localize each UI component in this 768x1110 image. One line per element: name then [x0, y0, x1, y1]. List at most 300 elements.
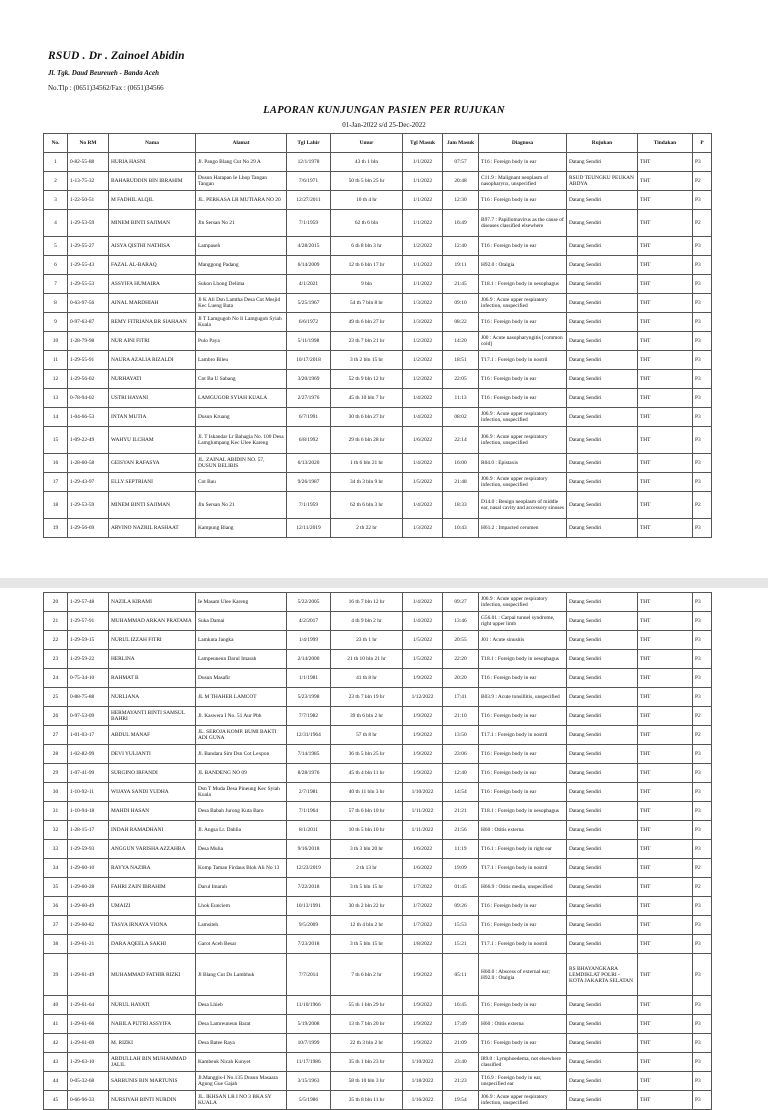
cell-nama: ARVINO NAZRIL RASHAAT: [109, 519, 196, 538]
cell-umur: 23 th 7 bln 21 hr: [331, 332, 403, 351]
cell-no: 23: [44, 650, 68, 669]
cell-p: P3: [693, 612, 712, 631]
cell-tindakan: THT: [638, 650, 693, 669]
cell-tindakan: THT: [638, 153, 693, 172]
cell-masuk: 1/7/2022: [403, 916, 443, 935]
cell-no: 11: [44, 351, 68, 370]
cell-jam: 12:40: [443, 237, 479, 256]
cell-nama: HERMAYANTI BINTI SAMSUL BAHRI: [109, 707, 196, 726]
cell-jam: 12:30: [443, 191, 479, 210]
cell-rujukan: Datang Sendiri: [567, 351, 638, 370]
cell-nama: MUHAMMAD ARKAN PRATAMA: [109, 612, 196, 631]
cell-alamat: Ie Masam Ulee Kareng: [196, 593, 287, 612]
cell-diag: R04.0 : Epistaxis: [479, 454, 567, 473]
cell-diag: D14.0 : Benign neoplasm of middle ear, nasal cavity and accessory sinuses: [479, 492, 567, 519]
cell-nama: NURUL HAYATI: [109, 996, 196, 1015]
cell-diag: T16 : Foreign body in ear: [479, 313, 567, 332]
cell-masuk: 1/2/2022: [403, 370, 443, 389]
cell-rm: 1-29-56-69: [68, 519, 109, 538]
cell-jam: 22:05: [443, 370, 479, 389]
cell-lahir: 5/22/2005: [287, 593, 331, 612]
cell-jam: 22:20: [443, 650, 479, 669]
cell-p: P2: [693, 707, 712, 726]
cell-no: 27: [44, 726, 68, 745]
cell-umur: 54 th 7 bln 8 hr: [331, 294, 403, 313]
cell-masuk: 1/9/2022: [403, 764, 443, 783]
cell-masuk: 1/9/2022: [403, 745, 443, 764]
cell-masuk: 1/2/2022: [403, 351, 443, 370]
cell-nama: SURGINO IRFANDI: [109, 764, 196, 783]
cell-nama: RAHMAT B: [109, 669, 196, 688]
cell-tindakan: THT: [638, 172, 693, 191]
cell-rm: 1-04-66-53: [68, 408, 109, 427]
cell-diag: T16 : Foreign body in ear: [479, 370, 567, 389]
column-header: Jam Masuk: [443, 134, 479, 153]
cell-jam: 14:54: [443, 783, 479, 802]
cell-jam: 23:40: [443, 1053, 479, 1072]
cell-no: 31: [44, 802, 68, 821]
cell-p: P3: [693, 427, 712, 454]
cell-rm: 1-07-41-99: [68, 764, 109, 783]
cell-tindakan: THT: [638, 473, 693, 492]
cell-alamat: Desa Batee Raya: [196, 1034, 287, 1053]
cell-tindakan: THT: [638, 745, 693, 764]
cell-jam: 19:11: [443, 256, 479, 275]
table-row: [44, 897, 712, 916]
cell-diag: H60 : Otitis externa: [479, 821, 567, 840]
cell-rm: 1-09-22-49: [68, 427, 109, 454]
cell-lahir: 6/14/2009: [287, 256, 331, 275]
cell-rm: 1-29-59-15: [68, 631, 109, 650]
cell-umur: 3 th 5 bln 15 hr: [331, 878, 403, 897]
cell-rujukan: Datang Sendiri: [567, 650, 638, 669]
cell-no: 12: [44, 370, 68, 389]
cell-jam: 13:50: [443, 726, 479, 745]
cell-masuk: 1/4/2022: [403, 408, 443, 427]
cell-tindakan: THT: [638, 351, 693, 370]
cell-alamat: Jln Sersan No 21: [196, 492, 287, 519]
cell-rujukan: Datang Sendiri: [567, 764, 638, 783]
cell-umur: 22 th 3 bln 2 hr: [331, 1034, 403, 1053]
cell-umur: 39 th 6 bln 2 hr: [331, 707, 403, 726]
cell-umur: 10 th 5 bln 10 hr: [331, 821, 403, 840]
cell-nama: DARA AQEELA SAKHI: [109, 935, 196, 954]
cell-rujukan: Datang Sendiri: [567, 256, 638, 275]
cell-tindakan: THT: [638, 916, 693, 935]
table-row: [44, 172, 712, 191]
cell-nama: HURIA HASNI: [109, 153, 196, 172]
cell-p: P2: [693, 492, 712, 519]
cell-p: P3: [693, 840, 712, 859]
cell-nama: NUR AINI FITRI: [109, 332, 196, 351]
cell-umur: 35 th 1 bln 23 hr: [331, 1053, 403, 1072]
cell-masuk: 1/4/2022: [403, 593, 443, 612]
cell-umur: 3 th 2 bln 15 hr: [331, 351, 403, 370]
cell-rujukan: Datang Sendiri: [567, 996, 638, 1015]
cell-nama: AISYA QISTHI NATHISA: [109, 237, 196, 256]
table-row: [44, 840, 712, 859]
cell-no: 9: [44, 313, 68, 332]
cell-masuk: 1/16/2022: [403, 1091, 443, 1110]
cell-alamat: Dusun Harapan Ie Lhop Tangan Tangan: [196, 172, 287, 191]
cell-diag: B03.9 : Acute tonsillitis, unspecified: [479, 688, 567, 707]
cell-alamat: Jl T Lamgugob No Ii Lamgugob Syiah Kuala: [196, 313, 287, 332]
cell-tindakan: THT: [638, 593, 693, 612]
cell-rujukan: Datang Sendiri: [567, 408, 638, 427]
cell-p: P3: [693, 802, 712, 821]
column-header: Nama: [109, 134, 196, 153]
cell-umur: 23 th 1 hr: [331, 631, 403, 650]
cell-rujukan: Datang Sendiri: [567, 1034, 638, 1053]
cell-tindakan: THT: [638, 840, 693, 859]
cell-rujukan: Datang Sendiri: [567, 210, 638, 237]
cell-p: P3: [693, 764, 712, 783]
cell-lahir: 7/23/2018: [287, 935, 331, 954]
cell-p: P3: [693, 275, 712, 294]
cell-p: P3: [693, 916, 712, 935]
cell-diag: T16 : Foreign body in ear: [479, 191, 567, 210]
cell-umur: 45 th 4 bln 11 hr: [331, 764, 403, 783]
table-row: [44, 492, 712, 519]
cell-lahir: 5/11/1998: [287, 332, 331, 351]
cell-no: 37: [44, 916, 68, 935]
cell-no: 21: [44, 612, 68, 631]
cell-no: 35: [44, 878, 68, 897]
table-row: [44, 783, 712, 802]
cell-lahir: 9/26/1987: [287, 473, 331, 492]
cell-nama: RAYYA NAZIRA: [109, 859, 196, 878]
cell-alamat: Jl. Angsa Lr. Dahlia: [196, 821, 287, 840]
cell-tindakan: THT: [638, 332, 693, 351]
cell-nama: WIJAYA SANDI YUDHA: [109, 783, 196, 802]
table-row: [44, 612, 712, 631]
cell-jam: 16:45: [443, 996, 479, 1015]
cell-lahir: 3/15/1963: [287, 1072, 331, 1091]
table-row: [44, 745, 712, 764]
cell-rujukan: Datang Sendiri: [567, 1015, 638, 1034]
table-row: [44, 726, 712, 745]
cell-diag: G56.01 : Carpal tunnel syndrome, right upper limb: [479, 612, 567, 631]
cell-alamat: Lampeuneun Darul Imarah: [196, 650, 287, 669]
column-header: Tgl Lahir: [287, 134, 331, 153]
cell-rm: 1-01-03-17: [68, 726, 109, 745]
cell-jam: 18:33: [443, 492, 479, 519]
cell-rujukan: Datang Sendiri: [567, 612, 638, 631]
cell-diag: T16 : Foreign body in ear: [479, 897, 567, 916]
table-row: [44, 408, 712, 427]
cell-diag: J06.9 : Acute upper respiratory infection, unspecified: [479, 593, 567, 612]
cell-no: 45: [44, 1091, 68, 1110]
cell-no: 41: [44, 1015, 68, 1034]
cell-p: P3: [693, 783, 712, 802]
cell-diag: C11.9 : Malignant neoplasm of nasopharynx, unspecified: [479, 172, 567, 191]
hospital-address: Jl. Tgk. Daud Beureueh - Banda Aceh: [48, 69, 159, 77]
cell-nama: M. RIZKI: [109, 1034, 196, 1053]
cell-diag: T17.1 : Foreign body in nostril: [479, 351, 567, 370]
cell-p: P3: [693, 153, 712, 172]
cell-alamat: Jl Blang Cut Ds Lambhuk: [196, 954, 287, 996]
cell-umur: 9 bln: [331, 275, 403, 294]
cell-rujukan: RS BHAYANGKARA LEMDIKLAT POLRI - KOTA JAKARTA SELATAN: [567, 954, 638, 996]
cell-masuk: 1/6/2022: [403, 859, 443, 878]
cell-rujukan: Datang Sendiri: [567, 294, 638, 313]
cell-masuk: 1/1/2022: [403, 191, 443, 210]
cell-tindakan: THT: [638, 427, 693, 454]
cell-alamat: Cot Bau: [196, 473, 287, 492]
table-row: [44, 650, 712, 669]
cell-diag: T16 : Foreign body in ear: [479, 916, 567, 935]
cell-nama: ELLY SEPTRIANI: [109, 473, 196, 492]
cell-diag: J06.9 : Acute upper respiratory infection, unspecified: [479, 1091, 567, 1110]
table-row: [44, 1034, 712, 1053]
cell-rujukan: Datang Sendiri: [567, 669, 638, 688]
report-page-2: [0, 588, 768, 1106]
cell-tindakan: THT: [638, 631, 693, 650]
cell-jam: 11:19: [443, 840, 479, 859]
cell-diag: J01 : Acute sinusitis: [479, 631, 567, 650]
cell-p: P3: [693, 332, 712, 351]
table-row: [44, 351, 712, 370]
cell-umur: 40 th 11 bln 3 hr: [331, 783, 403, 802]
table-row: [44, 153, 712, 172]
cell-alamat: Jln Sersan No 21: [196, 210, 287, 237]
cell-alamat: Jl. Kaswera I No. 51 Aur Pbh: [196, 707, 287, 726]
cell-alamat: Garot Aceh Besar: [196, 935, 287, 954]
hospital-name: RSUD . Dr . Zainoel Abidin: [48, 50, 185, 62]
cell-alamat: JL BANDENG NO 09: [196, 764, 287, 783]
cell-masuk: 1/3/2022: [403, 519, 443, 538]
table-row: [44, 821, 712, 840]
cell-p: P3: [693, 669, 712, 688]
cell-lahir: 7/7/2014: [287, 954, 331, 996]
cell-masuk: 1/9/2022: [403, 1034, 443, 1053]
table-row: [44, 210, 712, 237]
cell-tindakan: THT: [638, 935, 693, 954]
cell-jam: 09:26: [443, 897, 479, 916]
cell-rujukan: Datang Sendiri: [567, 688, 638, 707]
cell-umur: 21 th 10 bln 21 hr: [331, 650, 403, 669]
cell-alamat: Jl. Pango Blang Cut No 29 A: [196, 153, 287, 172]
cell-rujukan: Datang Sendiri: [567, 191, 638, 210]
cell-masuk: 1/4/2022: [403, 454, 443, 473]
table-row: [44, 878, 712, 897]
cell-lahir: 8/28/1976: [287, 764, 331, 783]
cell-rm: 1-29-55-91: [68, 351, 109, 370]
cell-tindakan: THT: [638, 1072, 693, 1091]
cell-umur: 49 th 6 bln 27 hr: [331, 313, 403, 332]
cell-p: P3: [693, 237, 712, 256]
cell-rujukan: Datang Sendiri: [567, 593, 638, 612]
cell-rujukan: Datang Sendiri: [567, 631, 638, 650]
cell-umur: 13 th 7 bln 20 hr: [331, 1015, 403, 1034]
cell-alamat: Desa Babah Jurong Kuta Baro: [196, 802, 287, 821]
cell-masuk: 1/2/2022: [403, 237, 443, 256]
cell-no: 14: [44, 408, 68, 427]
cell-p: P3: [693, 935, 712, 954]
cell-masuk: 1/4/2022: [403, 492, 443, 519]
cell-lahir: 3/20/1969: [287, 370, 331, 389]
cell-p: P3: [693, 473, 712, 492]
cell-masuk: 1/9/2022: [403, 1015, 443, 1034]
column-header: Rujukan: [567, 134, 638, 153]
cell-no: 19: [44, 519, 68, 538]
table-row: [44, 954, 712, 996]
cell-rm: 0-78-94-02: [68, 389, 109, 408]
cell-p: P3: [693, 454, 712, 473]
cell-lahir: 11/10/1966: [287, 996, 331, 1015]
cell-rm: 1-29-55-53: [68, 275, 109, 294]
cell-rujukan: RSUD TEUNGKU PEUKAN ABDYA: [567, 172, 638, 191]
cell-rm: 0-63-97-56: [68, 294, 109, 313]
cell-no: 38: [44, 935, 68, 954]
cell-alamat: JL. ZAINAL ABIDIN NO. 57, DUSUN BELIBIS: [196, 454, 287, 473]
cell-no: 29: [44, 764, 68, 783]
cell-umur: 35 th 8 bln 11 hr: [331, 1091, 403, 1110]
cell-rujukan: Datang Sendiri: [567, 897, 638, 916]
cell-nama: NURSIYAH BINTI NURDIN: [109, 1091, 196, 1110]
cell-alamat: Pulo Paya: [196, 332, 287, 351]
cell-umur: 30 th 6 bln 27 hr: [331, 408, 403, 427]
cell-nama: GEISYAN RAFASYA: [109, 454, 196, 473]
cell-tindakan: THT: [638, 389, 693, 408]
table-row: [44, 275, 712, 294]
cell-diag: T17.1 : Foreign body in nostril: [479, 935, 567, 954]
cell-umur: 58 th 10 bln 3 hr: [331, 1072, 403, 1091]
cell-rm: 1-29-60-28: [68, 878, 109, 897]
cell-alamat: Jl.Manggis-I No.135 Dusun Masaara Agung Gue Gajah: [196, 1072, 287, 1091]
cell-jam: 20:20: [443, 669, 479, 688]
cell-rm: 0-97-63-87: [68, 313, 109, 332]
cell-nama: MINEM BINTI SAJIMAN: [109, 492, 196, 519]
cell-rm: 0-75-34-10: [68, 669, 109, 688]
cell-tindakan: THT: [638, 707, 693, 726]
cell-diag: T16 : Foreign body in ear: [479, 745, 567, 764]
cell-diag: T16 : Foreign body in ear: [479, 153, 567, 172]
cell-nama: DEVI YULIANTI: [109, 745, 196, 764]
cell-no: 33: [44, 840, 68, 859]
cell-rujukan: Datang Sendiri: [567, 370, 638, 389]
table-body: [44, 153, 712, 538]
cell-jam: 10:43: [443, 519, 479, 538]
table-row: [44, 237, 712, 256]
cell-rujukan: Datang Sendiri: [567, 916, 638, 935]
table-row: [44, 294, 712, 313]
cell-no: 17: [44, 473, 68, 492]
cell-no: 2: [44, 172, 68, 191]
cell-masuk: 1/9/2022: [403, 954, 443, 996]
cell-jam: 21:21: [443, 802, 479, 821]
cell-umur: 29 th 6 bln 28 hr: [331, 427, 403, 454]
cell-diag: J06.9 : Acute upper respiratory infection, unspecified: [479, 408, 567, 427]
cell-nama: MAHDI HASAN: [109, 802, 196, 821]
cell-rm: 1-29-60-82: [68, 916, 109, 935]
cell-jam: 16:49: [443, 210, 479, 237]
cell-nama: SARBUNIS BIN MARTUNIS: [109, 1072, 196, 1091]
cell-rujukan: Datang Sendiri: [567, 878, 638, 897]
cell-alamat: Sukon Lhong Delima: [196, 275, 287, 294]
cell-p: P2: [693, 172, 712, 191]
cell-diag: H92.0 : Otalgia: [479, 256, 567, 275]
cell-rm: 1-10-94-18: [68, 802, 109, 821]
cell-p: P3: [693, 688, 712, 707]
cell-p: P3: [693, 650, 712, 669]
cell-p: P3: [693, 256, 712, 275]
cell-alamat: JL. PERKASA LR MUTIARA NO 20: [196, 191, 287, 210]
cell-masuk: 1/9/2022: [403, 726, 443, 745]
cell-alamat: Lambro Bileu: [196, 351, 287, 370]
cell-rujukan: Datang Sendiri: [567, 1072, 638, 1091]
table-row: [44, 669, 712, 688]
cell-lahir: 6/8/1992: [287, 427, 331, 454]
cell-rujukan: Datang Sendiri: [567, 473, 638, 492]
cell-alamat: Lamsiteh: [196, 916, 287, 935]
cell-nama: M FADHIL ALQIL: [109, 191, 196, 210]
cell-masuk: 1/3/2022: [403, 294, 443, 313]
cell-umur: 30 th 2 bln 22 hr: [331, 897, 403, 916]
cell-umur: 43 th 1 bln: [331, 153, 403, 172]
cell-alamat: Jl. T Iskandar Lr Bahagia No. 100 Desa Lamglumpang Kec Ulee Kareng: [196, 427, 287, 454]
cell-p: P3: [693, 370, 712, 389]
cell-p: P3: [693, 191, 712, 210]
column-header: Alamat: [196, 134, 287, 153]
cell-nama: ANGGUN VARISHA AZZAHRA: [109, 840, 196, 859]
cell-jam: 07:57: [443, 153, 479, 172]
cell-no: 30: [44, 783, 68, 802]
cell-jam: 21:10: [443, 707, 479, 726]
cell-tindakan: THT: [638, 783, 693, 802]
cell-rm: 1-29-53-59: [68, 492, 109, 519]
cell-tindakan: THT: [638, 313, 693, 332]
cell-no: 36: [44, 897, 68, 916]
cell-rm: 1-22-50-51: [68, 191, 109, 210]
column-header: Diagnosa: [479, 134, 567, 153]
cell-umur: 4 th 9 bln 2 hr: [331, 612, 403, 631]
column-header: Umur: [331, 134, 403, 153]
cell-alamat: Kambeuk Nicah Kunyet: [196, 1053, 287, 1072]
cell-tindakan: THT: [638, 878, 693, 897]
cell-jam: 22:14: [443, 427, 479, 454]
cell-diag: I89.0 : Lymphoedema, not elsewhere classified: [479, 1053, 567, 1072]
cell-diag: J06.9 : Acute upper respiratory infection, unspecified: [479, 473, 567, 492]
cell-umur: 62 th 6 bln: [331, 210, 403, 237]
cell-umur: 6 th 8 bln 3 hr: [331, 237, 403, 256]
report-period: 01-Jan-2022 s/d 25-Dec-2022: [342, 121, 426, 129]
cell-masuk: 1/4/2022: [403, 389, 443, 408]
cell-rujukan: Datang Sendiri: [567, 726, 638, 745]
table-row: [44, 389, 712, 408]
cell-p: P3: [693, 1034, 712, 1053]
cell-masuk: 1/4/2022: [403, 612, 443, 631]
cell-jam: 21:48: [443, 473, 479, 492]
cell-alamat: Desa Mulia: [196, 840, 287, 859]
cell-no: 7: [44, 275, 68, 294]
cell-umur: 23 th 7 bln 19 hr: [331, 688, 403, 707]
cell-diag: T16 : Foreign body in ear: [479, 707, 567, 726]
cell-masuk: 1/6/2022: [403, 427, 443, 454]
cell-masuk: 1/9/2022: [403, 996, 443, 1015]
cell-lahir: 1/4/1999: [287, 631, 331, 650]
cell-lahir: 7/7/1982: [287, 707, 331, 726]
table-row: [44, 370, 712, 389]
cell-rm: 1-29-61-69: [68, 1034, 109, 1053]
cell-rm: 1-29-61-49: [68, 954, 109, 996]
cell-p: P2: [693, 878, 712, 897]
cell-lahir: 5/25/1967: [287, 294, 331, 313]
cell-tindakan: THT: [638, 726, 693, 745]
cell-jam: 13:46: [443, 612, 479, 631]
cell-rm: 1-29-57-91: [68, 612, 109, 631]
table-row: [44, 935, 712, 954]
